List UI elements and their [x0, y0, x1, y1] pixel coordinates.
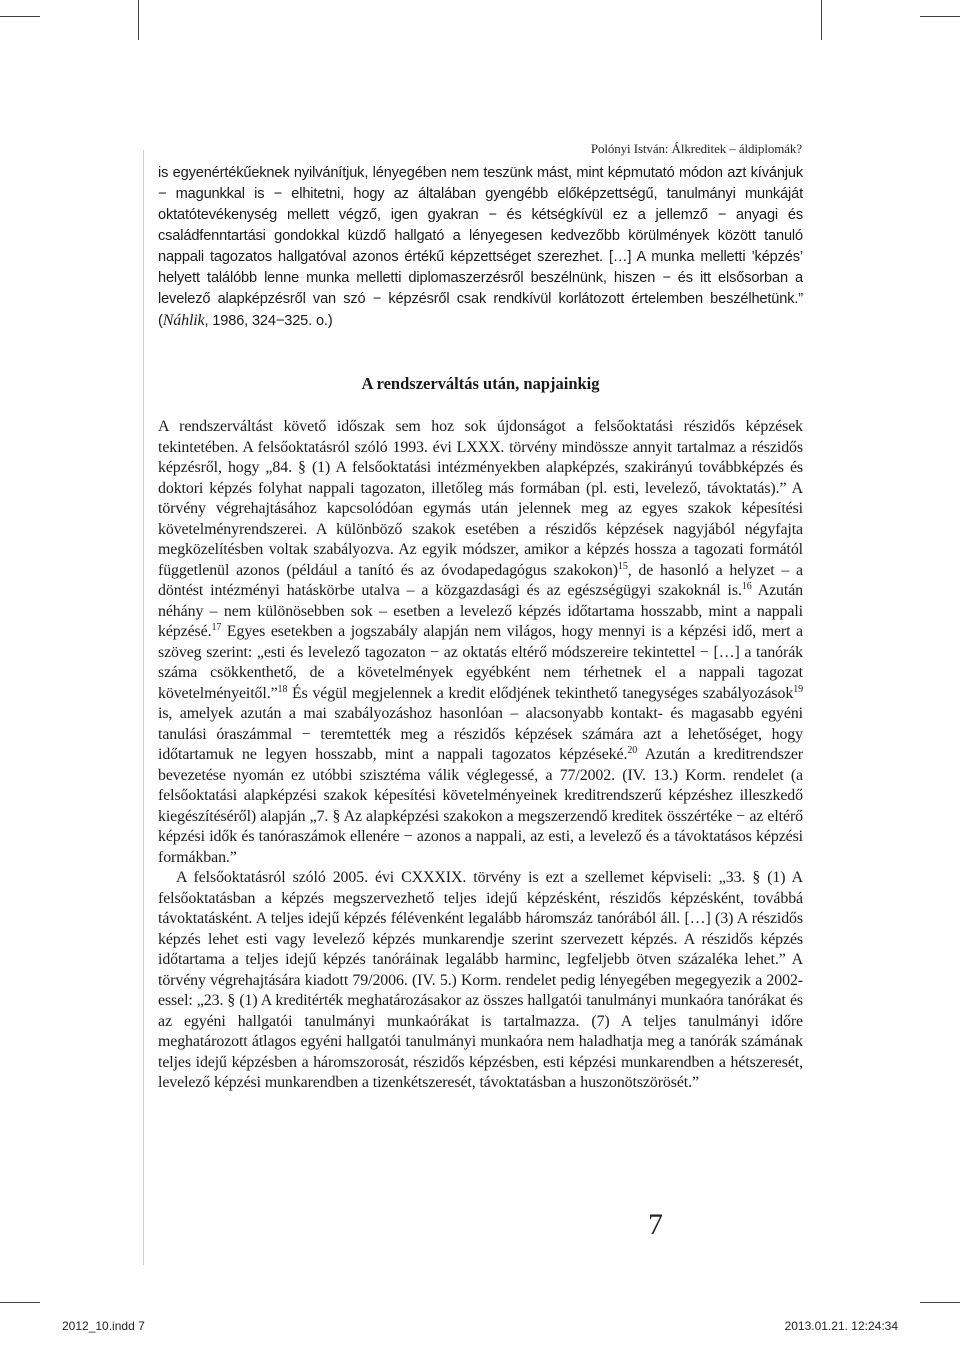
paragraph-1-text-e: És végül megjelennek a kredit elődjének tekinthető tanegységes szabályozások: [287, 684, 794, 702]
quote-text: is egyenértékűeknek nyilvánítjuk, lényegében nem teszünk mást, mint képmutató módon azt kívánjuk − magunkkal is − elhitetni, hogy az általában gyengébb előképzettségű, tanulmányi munkáját oktatótevékenység mellett végző, igen gyakran − és kétségkívül ez a jellemző − anyagi és családfenntartási gondokkal küzdő hallgató a lényegesen kedvezőbb körülmények között tanuló nappali tagozatos hallgatóval azonos értékű képzettséget szerezhet. […] A munka melletti ’képzés’ helyett találóbb lenne munka melletti diplomaszerzésről beszélnünk, hiszen − és itt elsősorban a levelező alapképzésről van szó − képzésről csak rendkívül korlátozott értelemben beszélhetünk.” (: [158, 165, 803, 329]
footnote-ref-19: 19: [793, 683, 803, 695]
footnote-ref-18: 18: [277, 683, 288, 695]
paragraph-1: [158, 417, 803, 868]
running-header: Polónyi István: Álkreditek – áldiplomák?: [590, 141, 802, 156]
footnote-ref-15: 15: [617, 560, 628, 572]
footnote-ref-20: 20: [627, 745, 638, 756]
crop-mark-right-bottom: [920, 1302, 960, 1303]
footnote-ref-17: 17: [211, 622, 222, 633]
paragraph-1-text-c: Azután néhány – nem különösebben sok – esetben a levelező képzés időtartama hosszabb, mint a nappali képzésé.: [158, 582, 803, 640]
footnote-ref-16: 16: [741, 581, 752, 592]
crop-mark-top-left: [138, 0, 139, 40]
crop-mark-left-bottom: [0, 1302, 40, 1303]
quote-block: [158, 163, 803, 332]
paragraph-1-text-g: Azután a kreditrendszer bevezetése nyomán ez utóbbi szisztéma válik véglegessé, a 77/2002. (IV. 13.) Korm. rendelet (a felsőoktatási alapképzési szakok képesítési követelményeinek kreditrendszerű képzéshez illeszkedő kiegészítéséről) alapján „7. § Az alapképzési szakokon a megszerzendő kreditek összértéke − az eltérő képzési idők és tanóraszámok ellenére − azonos a nappali, az esti, a levelező és a távoktatásos képzési formákban.”: [158, 746, 803, 866]
crop-mark-right-top: [920, 16, 960, 17]
paragraph-2: A felsőoktatásról szóló 2005. évi CXXXIX. törvény is ezt a szellemet képviseli: „33. § (1) A felsőoktatásban a képzés megszervezhető teljes idejű képzésként, részidős képzésként, továbbá távoktatásként. A teljes idejű képzés félévenként legalább háromszáz tanórából áll. […] (3) A részidős képzés lehet esti vagy levelező képzés munkarendje szerint szervezett képzés. A részidős képzés időtartama a teljes idejű képzés tanóráinak legalább harminc, legfeljebb ötven százaléka lehet.” A törvény végrehajtására kiadott 79/2006. (IV. 5.) Korm. rendelet pedig lényegében megegyezik a 2002-essel: „23. § (1) A kreditérték meghatározásakor az összes hallgatói tanulmányi munkaóra tanórákat és az egyéni hallgatói tanulmányi munkaórákat is tartalmazza. (7) A teljes tanulmányi időre meghatározott átlagos egyéni hallgatói tanulmányi munkaóra nem haladhatja meg a tanórák számának teljes idejű képzésben a háromszorosát, részidős képzésben, esti képzési munkarendben a hétszeresét, levelező képzési munkarendben a tizenkétszeresét, távoktatásban a huszonötszörösét.”: [158, 869, 803, 1091]
page-number: 7: [648, 1208, 663, 1241]
paragraph-1-text-a: A rendszerváltást követő időszak sem hoz sok újdonságot a felsőoktatási részidős képzések tekintetében. A felsőoktatásról szóló 1993. évi LXXX. törvény mindössze annyit tartalmaz a részidős képzésről, hogy „84. § (1) A felsőoktatási intézményekben alapképzés, szakirányú továbbképzés és doktori képzés folyhat nappali tagozaton, illetőleg más formában (pl. esti, levelező, távoktatás).” A törvény végrehajtásához kapcsolódóan egymás után jelennek meg az egyes szakok képesítési követelményrendszerei. A különböző szakok esetében a részidős képzések nagyjából négyfajta megközelítésben voltak szabályozva. Az egyik módszer, amikor a képzés hossza a tagozati formától függetlenül azonos (például a tanító és az óvodapedagógus szakokon): [158, 418, 803, 579]
print-slug: [0, 1319, 960, 1339]
citation-author: Náhlik: [162, 312, 205, 329]
paragraph-1-text-f: is, amelyek azután a mai szabályozáshoz hasonlóan – alacsonyabb kontakt- és magasabb egyéni tanulási óraszámmal − teremtették meg a részidős képzések számára azt a lehetőséget, hogy időtartamuk ne legyen hosszabb, mint a nappali tagozatos képzéseké.: [158, 705, 803, 763]
slug-timestamp: 2013.01.21. 12:24:34: [784, 1319, 898, 1333]
margin-rule: [143, 150, 144, 1265]
crop-mark-left-top: [0, 16, 40, 17]
citation-tail: , 1986, 324−325. o.): [204, 313, 333, 329]
paragraph-1-text-b: , de hasonló a helyzet – a döntést intézményi hatáskörbe utalva – a közgazdasági és az egészségügyi szakoknál is.: [158, 561, 803, 599]
page-content: [158, 163, 803, 1094]
paragraph-1-text-d: Egyes esetekben a jogszabály alapján nem világos, hogy mennyi is a képzési idő, mert a szöveg szerint: „esti és levelező tagozaton − az oktatás eltérő módszereire tekintettel − […] a tanórák száma csökkenthető, de a követelmények egyébként nem térhetnek el a nappali tagozat követelményeitől.”: [158, 623, 803, 702]
section-heading: A rendszerváltás után, napjainkig: [361, 374, 600, 393]
slug-filename: 2012_10.indd 7: [62, 1319, 145, 1333]
crop-mark-top-right: [821, 0, 822, 40]
